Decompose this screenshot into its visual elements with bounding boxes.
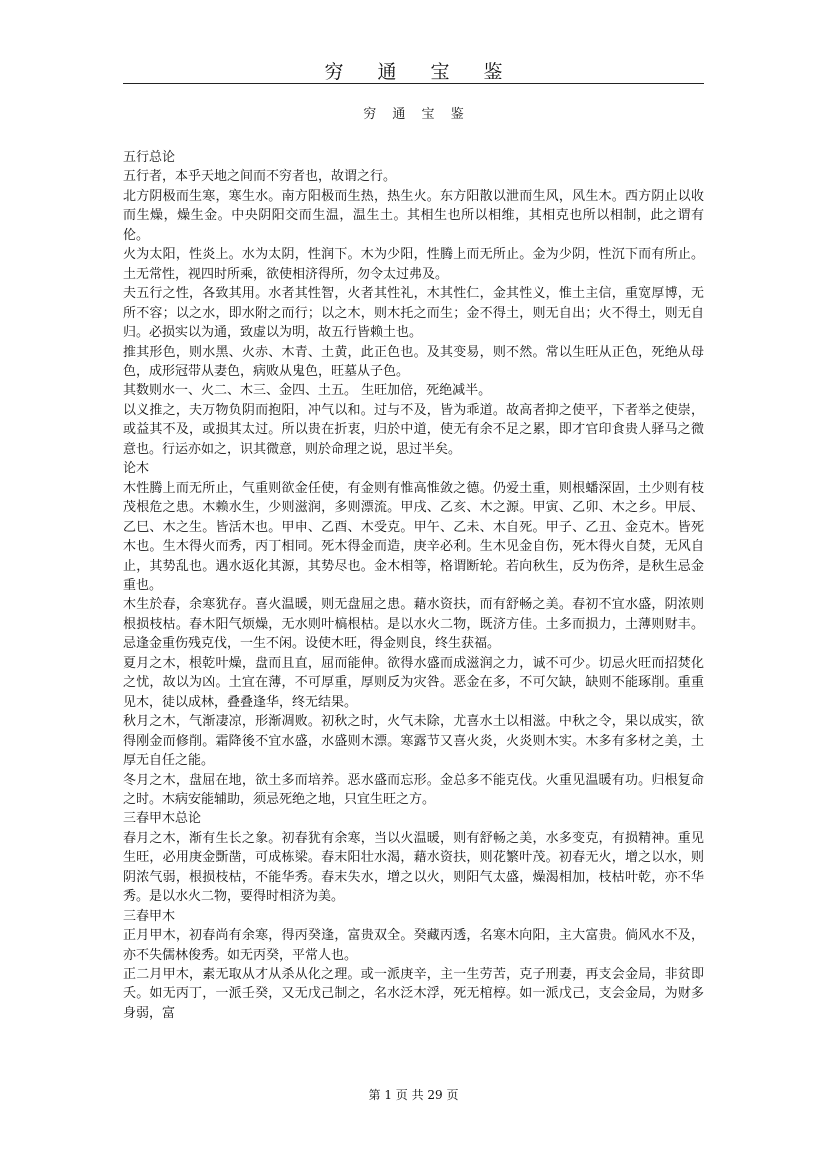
- paragraph: 冬月之木，盘屈在地，欲土多而培养。恶水盛而忘形。金总多不能克伐。火重见温暖有功。归根复命之时。木病安能辅助，须忌死绝之地，只宜生旺之方。: [123, 772, 704, 807]
- paragraph: 其数则水一、火二、木三、金四、土五。 生旺加倍，死绝减半。: [123, 383, 492, 399]
- paragraph: 以义推之，夫万物负阴而抱阳，冲气以和。过与不及，皆为乖道。故高者抑之使平，下者举之使崇，或益其不及，或损其太过。所以贵在折衷，归於中道，使无有余不足之累，即才官印食贵人驿马之微意也。行运亦如之，识其微意，则於命理之说，思过半矣。: [123, 402, 704, 457]
- paragraph: 火为太阳，性炎上。水为太阴，性润下。木为少阳，性腾上而无所止。金为少阴，性沉下而有所止。土无常性，视四时所乘，欲使相济得所，勿令太过弗及。: [123, 247, 704, 282]
- paragraph: 秋月之木，气渐凄凉，形渐凋败。初秋之时，火气未除，尤喜水土以相滋。中秋之令，果以成实，欲得刚金而修削。霜降後不宜水盛，水盛则木漂。寒露节又喜火炎，火炎则木实。木多有多材之美，土厚无自任之能。: [123, 714, 704, 769]
- section-heading: 三春甲木总论: [123, 811, 202, 827]
- paragraph: 推其形色，则水黑、火赤、木青、土黄，此正色也。及其变易，则不然。常以生旺从正色，死绝从母色，成形冠带从妻色，病败从鬼色，旺墓从子色。: [123, 344, 704, 379]
- paragraph: 木生於春，余寒犹存。喜火温暖，则无盘屈之患。藉水资扶，而有舒畅之美。春初不宜水盛，阴浓则根损枝枯。春木阳气烦燥，无水则叶槁根枯。是以水火二物，既济方佳。土多而损力，土薄则财丰。忌逢金重伤残克伐，一生不闲。设使木旺，得金则良，终生获福。: [123, 597, 704, 652]
- paragraph: 夏月之木，根乾叶燥，盘而且直，屈而能伸。欲得水盛而成滋润之力，诚不可少。切忌火旺而招焚化之忧，故以为凶。土宜在薄，不可厚重，厚则反为灾咎。恶金在多，不可欠缺，缺则不能琢削。重重见木，徒以成林，叠叠逢华，终无结果。: [123, 655, 704, 710]
- paragraph: 春月之木，渐有生长之象。初春犹有余寒，当以火温暖，则有舒畅之美，水多变克，有损精神。重见生旺，必用庚金斲凿，可成栋梁。春末阳壮水渴，藉水资扶，则花繁叶茂。初春无火，增之以水，则阴浓气弱，根损枝枯，不能华秀。春末失水，增之以火，则阳气太盛，燥渴相加，枝枯叶乾，亦不华秀。是以水火二物，要得时相济为美。: [123, 830, 704, 905]
- section-heading: 三春甲木: [123, 908, 176, 924]
- paragraph: 正二月甲木，素无取从才从杀从化之理。或一派庚辛，主一生劳苦，克子刑妻，再支会金局，非贫即夭。如无丙丁，一派壬癸，又无戊己制之，名水泛木浮，死无棺椁。如一派戊己，支会金局，为财多身弱，富: [123, 967, 704, 1021]
- paragraph: 北方阴极而生寒，寒生水。南方阳极而生热，热生火。东方阳散以泄而生风，风生木。西方阴止以收而生燥，燥生金。中央阴阳交而生温，温生土。其相生也所以相维，其相克也所以相制，此之谓有伦。: [123, 188, 704, 243]
- page-number-footer: 第 1 页 共 29 页: [368, 1088, 459, 1102]
- running-header-title: 穷 通 宝 鉴: [324, 61, 517, 83]
- paragraph: 夫五行之性，各致其用。水者其性智，火者其性礼，木其性仁，金其性义，惟土主信，重宽厚博，无所不容；以之水，即水附之而行；以之木，则木托之而生；金不得土，则无自出；火不得土，则无自归。必损实以为通，致虚以为明，故五行皆赖土也。: [123, 286, 704, 341]
- paragraph: 木性腾上而无所止，气重则欲金任使，有金则有惟高惟敛之德。仍爱土重，则根蟠深固，土少则有枝茂根危之患。木赖水生，少则滋润，多则漂流。甲戌、乙亥、木之源。甲寅、乙卯、木之乡。甲辰、乙巳、木之生。皆活木也。甲申、乙酉、木受克。甲午、乙未、木自死。甲子、乙丑、金克木。皆死木也。生木得火而秀，丙丁相同。死木得金而造，庚辛必利。生木见金自伤，死木得火自焚，无风自止，其势乱也。遇水返化其源，其势尽也。金木相等，格谓断轮。若向秋生，反为伤斧，是秋生忌金重也。: [123, 480, 704, 593]
- document-title: 穷 通 宝 鉴: [363, 107, 470, 122]
- paragraph: 正月甲木，初春尚有余寒，得丙癸逢，富贵双全。癸藏丙透，名寒木向阳，主大富贵。倘风水不及，亦不失儒林俊秀。如无丙癸，平常人也。: [123, 928, 704, 963]
- header-divider: [123, 83, 704, 84]
- document-body: [123, 148, 704, 1023]
- paragraph: 五行者，本乎天地之间而不穷者也，故谓之行。: [123, 169, 397, 185]
- section-heading: 论木: [123, 461, 150, 477]
- section-heading: 五行总论: [123, 150, 176, 165]
